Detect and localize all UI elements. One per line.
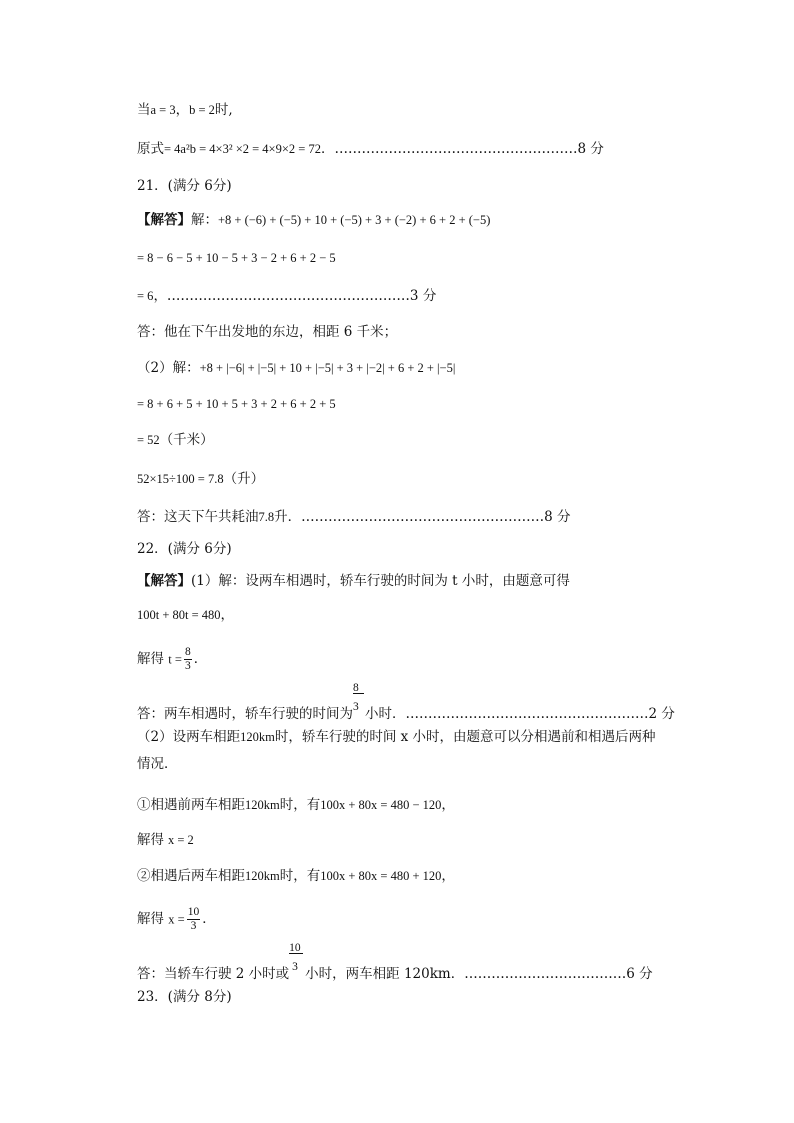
line-q22-case1-solve [137, 830, 194, 850]
text: 时, [214, 102, 233, 118]
question-23-heading [137, 987, 232, 1007]
line-q22-solve-t [137, 640, 207, 679]
answer-tag: 【解答】 [137, 573, 191, 589]
fraction [289, 942, 305, 978]
line-original-formula [137, 139, 604, 159]
line-q22-equation [137, 605, 234, 625]
line-q22-part1 [137, 571, 570, 591]
text: ①相遇前两车相距 [137, 797, 245, 813]
math: = 52 [137, 433, 160, 447]
math: 120km [240, 730, 275, 744]
line-q22-case2-solve [137, 900, 216, 939]
text: （升） [223, 471, 265, 487]
text: ． [193, 651, 208, 667]
text: 答：这天下午共耗油 [137, 509, 259, 525]
text: 原式 [137, 141, 164, 157]
math: x = [168, 912, 185, 927]
text: （2）解： [137, 360, 200, 376]
text: ， [175, 102, 190, 118]
math: t = [168, 652, 182, 667]
math: x = 2 [168, 833, 194, 847]
score-dots: ，………………………………………………3 分 [153, 288, 437, 304]
math: = 4a²b = 4×3² ×2 = 4×9×2 = 72 [164, 142, 321, 156]
line-q21-part2 [137, 358, 455, 378]
fraction [353, 682, 365, 718]
line-q21-step1 [137, 248, 336, 268]
text: ②相遇后两车相距 [137, 868, 245, 884]
math: 100x + 80x = 480 + 120 [320, 869, 442, 883]
fraction-bar [353, 693, 364, 694]
text: 解得 [137, 911, 164, 927]
line-q21-fuel [137, 469, 264, 489]
fraction [187, 906, 201, 933]
text: 答：两车相遇时，轿车行驶的时间为 [137, 706, 353, 722]
math: +8 + |−6| + |−5| + 10 + |−5| + 3 + |−2| + 6 + 2 + |−5| [199, 361, 456, 375]
score-dots: 小时，两车相距 120km．………………………………6 分 [305, 966, 653, 982]
math: = 8 − 6 − 5 + 10 − 5 + 3 − 2 + 6 + 2 − 5 [137, 251, 336, 265]
line-q21-part2-result [137, 430, 214, 450]
line-q21-fuel-answer [137, 507, 571, 527]
math: = 8 + 6 + 5 + 10 + 5 + 3 + 2 + 6 + 2 + 5 [137, 397, 336, 411]
text: ， [220, 607, 235, 623]
math: 120km [245, 798, 280, 812]
fraction [184, 646, 192, 673]
fraction-bar [289, 953, 303, 954]
line-condition [137, 100, 233, 120]
line-q22-answer2 [137, 942, 653, 984]
text: 时，轿车行驶的时间 x 小时，由题意可以分相遇前和相遇后两种 [274, 729, 656, 745]
score-dots: ．………………………………………………8 分 [320, 141, 604, 157]
text: ． [202, 911, 216, 927]
numerator: 10 [187, 906, 200, 918]
math: 7.8 [258, 510, 275, 524]
text: 答：他在下午出发地的东边，相距 6 千米； [137, 324, 398, 340]
line-q21-answer [137, 322, 397, 342]
numerator: 10 [289, 942, 301, 954]
denominator: 3 [353, 701, 359, 713]
denominator: 3 [184, 660, 191, 672]
text: (1）解：设两车相遇时，轿车行驶的时间为 t 小时，由题意可得 [191, 573, 570, 589]
math: +8 + (−6) + (−5) + 10 + (−5) + 3 + (−2) + 6 + 2 + (−5) [218, 213, 491, 227]
text: ， [441, 868, 455, 884]
numerator: 8 [353, 682, 359, 694]
line-q21-solution [137, 210, 490, 230]
text: 时，有 [279, 797, 321, 813]
text: 时，有 [279, 868, 321, 884]
text: 解： [191, 212, 218, 228]
score-dots: 升．………………………………………………8 分 [274, 509, 571, 525]
answer-tag: 【解答】 [137, 212, 191, 228]
text: ， [441, 797, 455, 813]
score-dots: 小时．………………………………………………2 分 [365, 706, 675, 722]
math: a = 3 [150, 103, 176, 117]
text: 解得 [137, 832, 164, 848]
line-q21-part2-step1 [137, 394, 336, 414]
heading-text: 21．(满分 6分) [137, 178, 232, 194]
line-q21-result [137, 286, 436, 306]
denominator: 3 [292, 961, 298, 973]
text: 答：当轿车行驶 2 小时或 [137, 966, 290, 982]
line-q22-case2 [137, 866, 455, 886]
line-q22-part2-cont [137, 754, 178, 774]
math: 100t + 80t = 480 [137, 608, 221, 622]
numerator: 8 [184, 646, 191, 658]
heading-text: 22．(满分 6分) [137, 541, 232, 557]
math: = 6 [137, 289, 154, 303]
text: 当 [137, 102, 151, 118]
math: 100x + 80x = 480 − 120 [320, 798, 442, 812]
math: 52×15÷100 = 7.8 [137, 472, 224, 486]
text: （2）设两车相距 [137, 729, 241, 745]
denominator: 3 [190, 920, 197, 932]
text: 情况． [137, 756, 178, 772]
heading-text: 23．(满分 8分) [137, 989, 232, 1005]
text: （千米） [159, 432, 214, 448]
line-q22-answer1 [137, 682, 675, 724]
math: b = 2 [189, 103, 215, 117]
text: 解得 [137, 651, 164, 667]
question-21-heading [137, 176, 232, 196]
line-q22-case1 [137, 795, 455, 815]
question-22-heading [137, 539, 232, 559]
math: 120km [245, 869, 280, 883]
line-q22-part2 [137, 727, 656, 747]
